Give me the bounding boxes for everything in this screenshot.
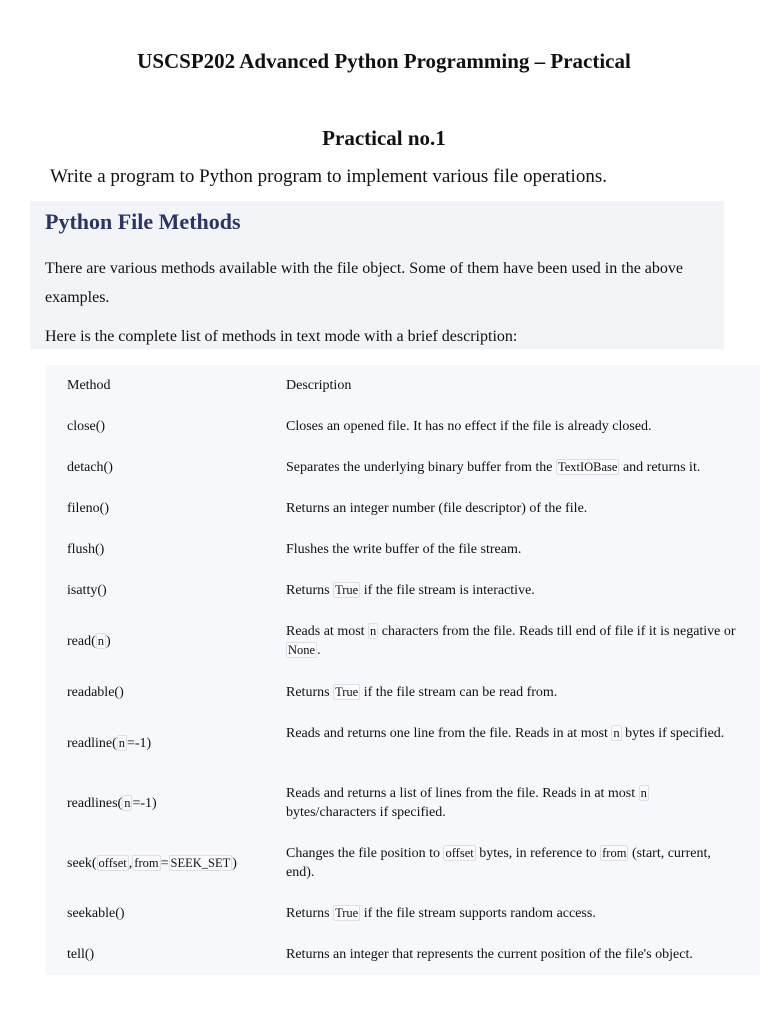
text-segment: ) xyxy=(106,634,111,649)
method-description xyxy=(286,683,741,702)
file-methods-section xyxy=(30,201,724,349)
text-segment: read( xyxy=(67,634,96,649)
text-segment: Reads at most xyxy=(286,624,369,639)
inline-code: True xyxy=(335,906,359,920)
text-segment: if the file stream supports random access. xyxy=(360,906,596,921)
text-segment: =-1) xyxy=(127,736,152,751)
inline-code: n xyxy=(97,634,105,648)
method-description xyxy=(286,622,741,660)
method-name xyxy=(67,540,104,559)
document-title: USCSP202 Advanced Python Programming – Practical xyxy=(137,49,631,73)
method-description xyxy=(286,540,741,559)
text-segment: detach() xyxy=(67,460,113,475)
text-segment: Returns an integer that represents the current position of the file's object. xyxy=(286,947,693,962)
text-segment: Reads and returns a list of lines from the file. Reads in at most xyxy=(286,786,639,801)
text-segment: if the file stream is interactive. xyxy=(360,583,535,598)
methods-table xyxy=(45,365,760,975)
method-description xyxy=(286,417,741,436)
inline-code: n xyxy=(640,786,647,800)
header-method: Method xyxy=(67,378,111,393)
text-segment: fileno() xyxy=(67,501,109,516)
method-description xyxy=(286,784,741,822)
method-description xyxy=(286,581,741,600)
inline-code: from xyxy=(134,856,159,870)
text-segment: =-1) xyxy=(132,796,157,811)
method-name xyxy=(67,794,157,813)
text-segment: bytes, in reference to xyxy=(475,846,601,861)
text-segment: Returns xyxy=(286,685,334,700)
method-description xyxy=(286,844,741,882)
method-name xyxy=(67,417,105,436)
text-segment: bytes/characters if specified. xyxy=(286,805,446,820)
text-segment: . xyxy=(317,643,321,658)
inline-code: n xyxy=(370,624,377,638)
text-segment: Changes the file position to xyxy=(286,846,444,861)
text-segment: and returns it. xyxy=(619,460,701,475)
method-name xyxy=(67,499,109,518)
text-segment: flush() xyxy=(67,542,105,557)
text-segment: readlines( xyxy=(67,796,123,811)
text-segment: characters from the file. Reads till end of file if it is negative or xyxy=(378,624,736,639)
section-heading: Python File Methods xyxy=(45,209,241,234)
text-segment: readable() xyxy=(67,685,124,700)
text-segment: Returns xyxy=(286,583,334,598)
text-segment: Flushes the write buffer of the file stream. xyxy=(286,542,522,557)
text-segment: , xyxy=(128,856,133,871)
inline-code: True xyxy=(335,583,359,597)
text-segment: Returns xyxy=(286,906,334,921)
text-segment: = xyxy=(160,856,169,871)
text-segment: bytes if specified. xyxy=(621,726,725,741)
inline-code: n xyxy=(613,726,620,740)
inline-code: True xyxy=(335,685,359,699)
method-name xyxy=(67,632,111,651)
text-segment: Separates the underlying binary buffer from the xyxy=(286,460,556,475)
text-segment: Closes an opened file. It has no effect if the file is already closed. xyxy=(286,419,652,434)
inline-code: offset xyxy=(445,846,474,860)
inline-code: offset xyxy=(98,856,127,870)
intro-paragraph: There are various methods available with the file object. Some of them have been used in the above examples. xyxy=(45,260,683,306)
method-description xyxy=(286,904,741,923)
method-name xyxy=(67,854,237,873)
text-segment: ) xyxy=(232,856,237,871)
task-statement: Write a program to Python program to implement various file operations. xyxy=(50,166,607,187)
text-segment: Returns an integer number (file descriptor) of the file. xyxy=(286,501,588,516)
method-name xyxy=(67,945,94,964)
list-intro-paragraph: Here is the complete list of methods in text mode with a brief description: xyxy=(45,328,518,345)
text-segment: isatty() xyxy=(67,583,107,598)
inline-code: None xyxy=(288,643,316,657)
inline-code: from xyxy=(602,846,627,860)
inline-code: n xyxy=(124,796,131,810)
text-segment: tell() xyxy=(67,947,95,962)
header-description: Description xyxy=(286,378,352,393)
text-segment: (start, current, end). xyxy=(286,846,711,880)
practical-number: Practical no.1 xyxy=(322,126,446,150)
text-segment: if the file stream can be read from. xyxy=(360,685,558,700)
method-description xyxy=(286,724,741,743)
method-description xyxy=(286,499,741,518)
inline-code: SEEK_SET xyxy=(170,856,231,870)
text-segment: Reads and returns one line from the file. Reads in at most xyxy=(286,726,612,741)
inline-code: n xyxy=(118,736,125,750)
method-description xyxy=(286,458,741,477)
method-name xyxy=(67,683,124,702)
text-segment: seekable() xyxy=(67,906,125,921)
method-name xyxy=(67,458,113,477)
method-name xyxy=(67,904,125,923)
method-name xyxy=(67,734,151,753)
text-segment: close() xyxy=(67,419,106,434)
text-segment: seek( xyxy=(67,856,97,871)
method-description xyxy=(286,945,741,964)
text-segment: readline( xyxy=(67,736,117,751)
inline-code: TextIOBase xyxy=(557,460,618,474)
method-name xyxy=(67,581,107,600)
